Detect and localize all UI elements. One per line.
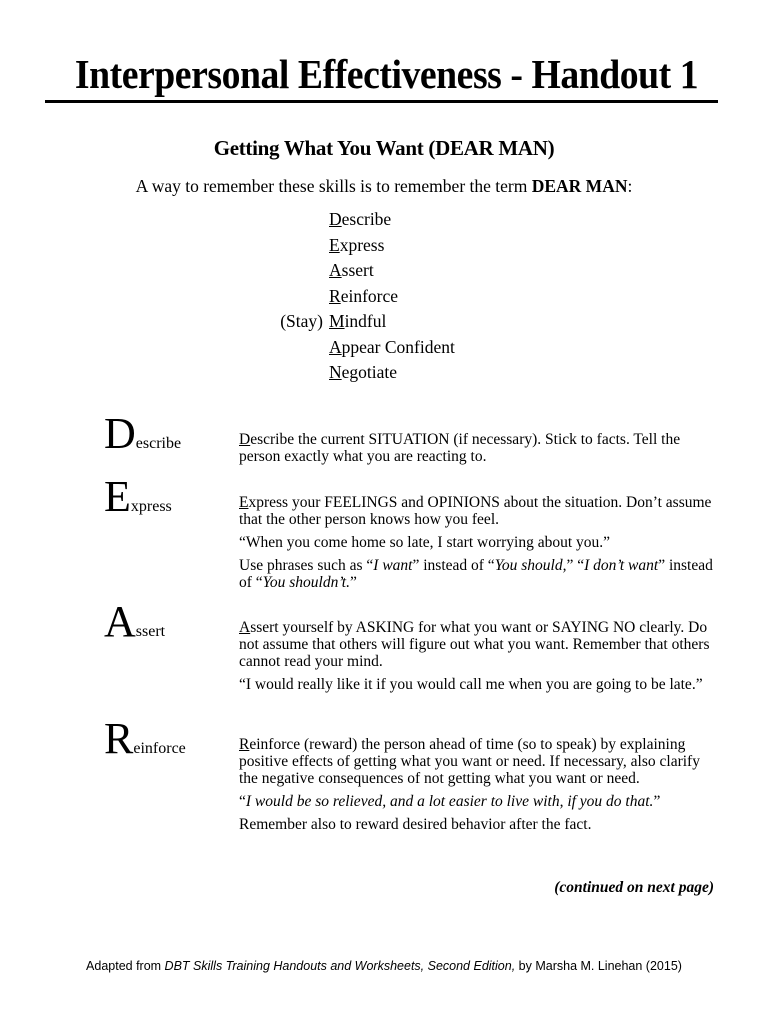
acronym-word: escribe	[341, 209, 392, 229]
skill-word: einforce	[133, 740, 186, 757]
intro-sentence: A way to remember these skills is to remember the term	[135, 176, 532, 196]
desc-text: “	[239, 793, 246, 810]
desc-initial: A	[239, 619, 251, 636]
acronym-item	[329, 207, 455, 233]
desc-initial: R	[239, 736, 250, 753]
desc-italic: You should,	[494, 557, 567, 574]
acronym-word: ssert	[341, 260, 374, 280]
intro-text	[0, 173, 768, 199]
desc-text: ”	[349, 574, 357, 591]
acronym-item	[329, 335, 455, 361]
desc-paragraph	[239, 431, 719, 465]
desc-italic: I want	[373, 557, 413, 574]
desc-text: ”	[653, 793, 661, 810]
desc-paragraph	[239, 557, 719, 591]
desc-text: ” instead of “	[412, 557, 495, 574]
skill-initial: R	[104, 714, 134, 763]
intro-colon: :	[627, 176, 633, 196]
desc-example: “I would really like it if you would call me when you are going to be late.”	[239, 676, 703, 693]
desc-italic: I don’t want	[584, 557, 659, 574]
skill-word: ssert	[135, 623, 166, 640]
skill-desc-reinforce	[239, 736, 719, 839]
desc-initial: E	[239, 494, 249, 511]
acronym-item	[329, 360, 455, 386]
acronym-prefix: (Stay)	[280, 311, 323, 331]
footer-book-title: DBT Skills Training Handouts and Worksheets, Second Edition,	[164, 959, 516, 973]
acronym-word: einforce	[340, 285, 399, 306]
acronym-list	[280, 207, 455, 386]
acronym-word: indful	[344, 311, 387, 331]
skill-heading-reinforce	[104, 714, 186, 763]
desc-initial: D	[239, 431, 251, 448]
desc-text: ssert yourself by ASKING for what you want or SAYING NO clearly. Do not assume that others will figure out what you want. Remember that others cannot read your mind.	[239, 619, 710, 670]
desc-italic: You shouldn’t.	[262, 574, 350, 591]
desc-text: einforce (reward) the person ahead of time (so to speak) by explaining positive effects of getting what you want or need. If necessary, also clarify the negative consequences of not getting what you want or need.	[239, 736, 700, 787]
desc-text: ” instead of “	[239, 557, 713, 591]
acronym-letter: D	[329, 209, 342, 229]
acronym-item	[329, 233, 455, 259]
skill-heading-express	[104, 472, 172, 521]
desc-example	[239, 793, 719, 810]
desc-example: “When you come home so late, I start worrying about you.”	[239, 534, 611, 551]
intro-term: DEAR MAN	[531, 176, 628, 196]
acronym-word: xpress	[339, 234, 385, 255]
acronym-item	[329, 284, 455, 310]
desc-paragraph	[239, 494, 719, 528]
acronym-letter: N	[329, 362, 342, 382]
desc-text: xpress your FEELINGS and OPINIONS about the situation. Don’t assume that the other person knows how you feel.	[239, 494, 712, 528]
acronym-letter: A	[329, 260, 342, 280]
acronym-letter: M	[329, 311, 345, 331]
acronym-letter: E	[329, 234, 340, 255]
handout-subtitle: Getting What You Want (DEAR MAN)	[213, 136, 555, 160]
skill-word: escribe	[135, 435, 182, 452]
skill-initial: D	[104, 409, 136, 458]
footer-attribution	[0, 959, 768, 973]
skill-heading-assert	[104, 597, 166, 646]
desc-paragraph: Remember also to reward desired behavior after the fact.	[239, 816, 592, 833]
acronym-item	[329, 258, 455, 284]
skill-initial: A	[104, 597, 136, 646]
desc-paragraph	[239, 736, 719, 787]
continued-note: (continued on next page)	[554, 879, 714, 896]
skill-desc-assert	[239, 619, 719, 699]
desc-text: escribe the current SITUATION (if necessary). Stick to facts. Tell the person exactly what you are reacting to.	[239, 431, 681, 465]
skill-initial: E	[104, 472, 131, 521]
skill-word: xpress	[130, 498, 172, 515]
title-underline	[45, 100, 718, 103]
acronym-word: ppear Confident	[341, 336, 455, 357]
desc-text: ” “	[566, 557, 585, 574]
skill-heading-describe	[104, 409, 182, 458]
skill-desc-describe	[239, 431, 719, 471]
acronym-word: egotiate	[341, 362, 398, 382]
desc-italic: I would be so relieved, and a lot easier to live with, if you do that.	[245, 793, 654, 810]
desc-paragraph	[239, 619, 719, 670]
acronym-item	[280, 309, 455, 335]
acronym-letter: R	[329, 285, 341, 306]
acronym-letter: A	[329, 336, 342, 357]
footer-prefix: Adapted from	[86, 959, 165, 973]
page-title: Interpersonal Effectiveness - Handout 1	[74, 51, 699, 97]
skill-desc-express	[239, 494, 719, 597]
desc-text: Use phrases such as “	[239, 557, 374, 574]
footer-suffix: by Marsha M. Linehan (2015)	[515, 959, 682, 973]
